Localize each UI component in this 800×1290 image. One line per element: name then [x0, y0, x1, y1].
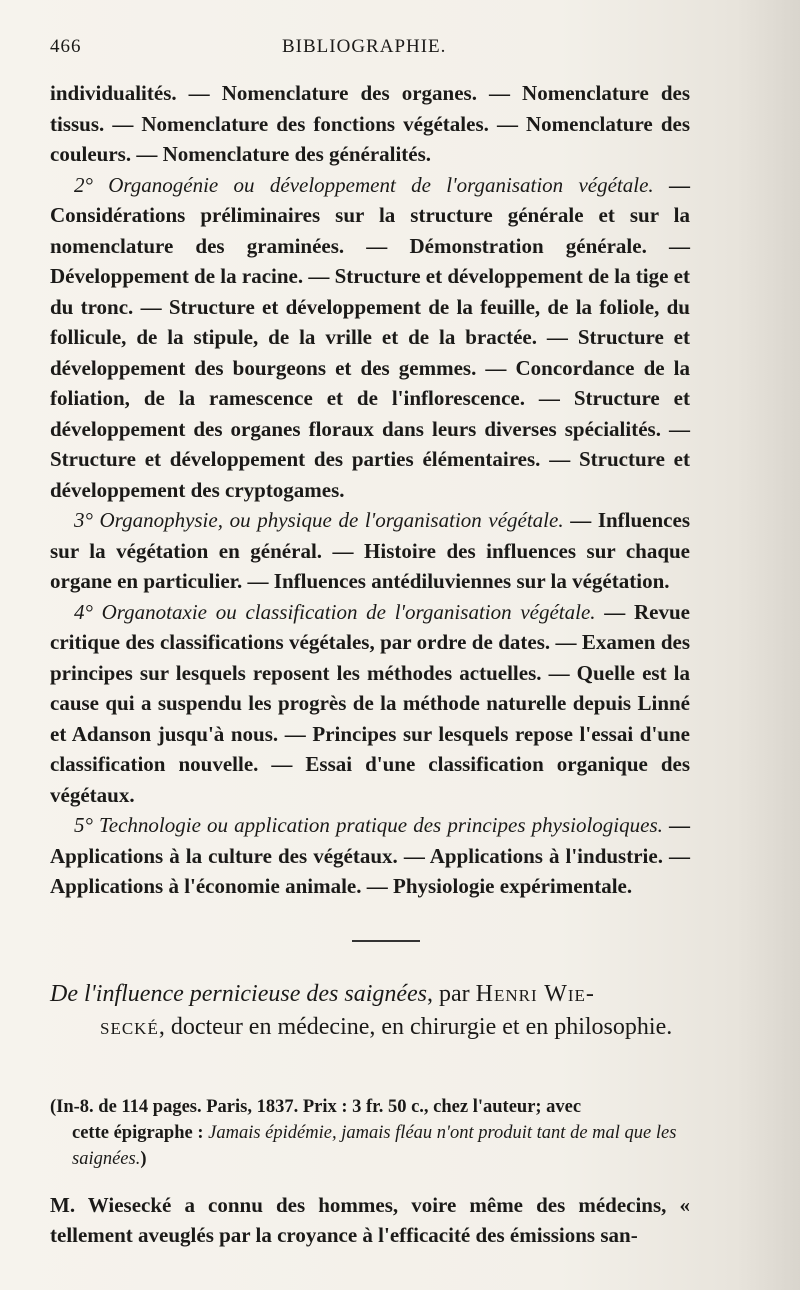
page-number: 466: [50, 36, 82, 57]
contents-text: [50, 78, 690, 902]
section-text: — Influences sur la végétation en général. — Histoire des influences sur chaque organe en particulier. — Influences antédiluviennes sur la végétation.: [50, 508, 690, 593]
publication-details: (In-8. de 114 pages. Paris, 1837. Prix : 3 fr. 50 c., chez l'auteur; avec: [50, 1097, 582, 1117]
article-title: [50, 978, 690, 1044]
article-title-line2: [50, 1011, 690, 1044]
section-heading: 4° Organotaxie ou classification de l'organisation végétale.: [74, 599, 596, 624]
section-text: — Applications à la culture des végétaux. — Applications à l'industrie. — Applications à l'économie animale. — Physiologie expérimentale.: [50, 813, 690, 898]
review-opening-paragraph: M. Wiesecké a connu des hommes, voire même des médecins, « tellement aveuglés par la croyance à l'efficacité des émissions san-: [50, 1193, 690, 1247]
section-heading: 2° Organogénie ou développement de l'organisation végétale.: [74, 172, 654, 197]
section-technologie: [50, 810, 690, 902]
section-organotaxie: [50, 597, 690, 811]
running-title: BIBLIOGRAPHIE.: [282, 36, 447, 57]
article-title-line1: [50, 978, 690, 1011]
epigraph-text: Jamais épidémie, jamais fléau n'ont produit tant de mal que les saignées.: [72, 1123, 677, 1169]
paragraph-continuation: individualités. — Nomenclature des organes. — Nomenclature des tissus. — Nomenclature des fonctions végétales. — Nomenclature des couleurs. — Nomenclature des généralités.: [50, 81, 690, 166]
article-title-rest: , docteur en médecine, en chirurgie et en philosophie.: [158, 1014, 673, 1040]
section-organogenie: [50, 170, 690, 506]
section-text: — Revue critique des classifications végétales, par ordre de dates. — Examen des principes sur lesquels reposent les méthodes actuelles. — Quelle est la cause qui a suspendu les progrès de la méthode naturelle depuis Linné et Adanson jusqu'à nous. — Principes sur lesquels repose l'essai d'une classification nouvelle. — Essai d'une classification organique des végétaux.: [50, 599, 690, 807]
publication-epigraph-line: [50, 1120, 690, 1172]
author-name-part1: Henri Wie-: [475, 981, 595, 1007]
section-text: — Considérations préliminaires sur la structure générale et sur la nomenclature des graminées. — Démonstration générale. — Développement de la racine. — Structure et développement de la tige et du tronc. — Structure et développement de la feuille, de la foliole, du follicule, de la stipule, de la vrille et de la bractée. — Structure et développement des bourgeons et des gemmes. — Concordance de la foliation, de la ramescence et de l'inflorescence. — Structure et développement des organes floraux dans leurs diverses spécialités. — Structure et développement des parties élémentaires. — Structure et développement des cryptogames.: [50, 172, 691, 502]
article-title-by: , par: [427, 981, 476, 1007]
article-title-italic: De l'influence pernicieuse des saignées: [50, 981, 428, 1007]
author-name-part2: secké: [100, 1014, 159, 1040]
publication-note: [50, 1094, 690, 1172]
section-divider: [352, 940, 420, 942]
section-heading: 5° Technologie ou application pratique des principes physiologiques.: [74, 813, 663, 837]
section-heading: 3° Organophysie, ou physique de l'organisation végétale.: [74, 508, 564, 532]
running-header: [50, 32, 690, 62]
publication-close: ): [140, 1149, 147, 1169]
section-organophysie: [50, 505, 690, 597]
epigraph-intro: cette épigraphe :: [72, 1123, 209, 1143]
